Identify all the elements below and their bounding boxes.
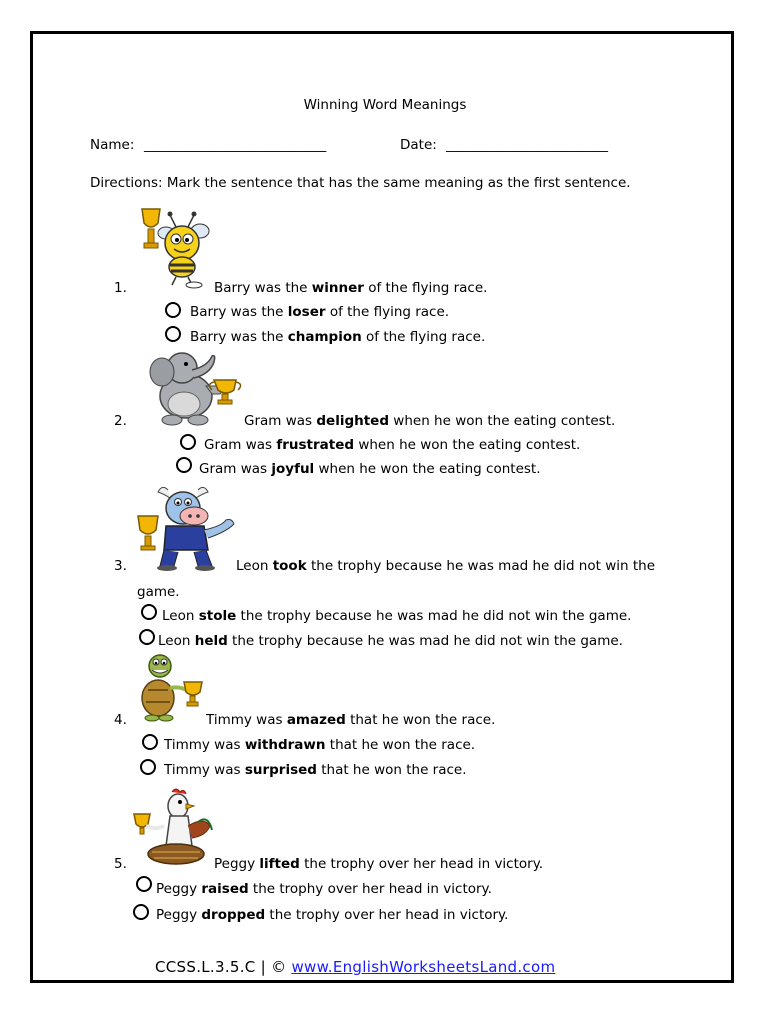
question-1-option-b-text: Barry was the champion of the flying race. — [190, 329, 486, 345]
question-3-number: 3. — [114, 558, 127, 574]
website-link[interactable]: www.EnglishWorksheetsLand.com — [291, 958, 556, 976]
bull-trophy-picture — [134, 482, 238, 572]
date-field[interactable]: ________________________ — [446, 137, 608, 153]
bee-trophy-picture — [136, 205, 218, 290]
question-5-option-a-text: Peggy raised the trophy over her head in victory. — [156, 881, 492, 897]
question-2-stem: Gram was delighted when he won the eating contest. — [244, 413, 616, 429]
question-5-option-b-radio[interactable] — [133, 904, 149, 920]
footer — [155, 958, 555, 976]
question-2-option-a-radio[interactable] — [180, 434, 196, 450]
question-4-option-b-radio[interactable] — [140, 759, 156, 775]
question-2-option-b-text: Gram was joyful when he won the eating contest. — [199, 461, 541, 477]
hen-trophy-picture — [132, 786, 216, 868]
standard-code: CCSS.L.3.5.C | © — [155, 958, 292, 976]
question-1-option-b-radio[interactable] — [165, 326, 181, 342]
question-1-number: 1. — [114, 280, 127, 296]
question-5-stem: Peggy lifted the trophy over her head in victory. — [214, 856, 544, 872]
question-4-option-a-text: Timmy was withdrawn that he won the race. — [164, 737, 476, 753]
question-3-stem-continued: game. — [137, 584, 180, 600]
question-1-option-a-text: Barry was the loser of the flying race. — [190, 304, 450, 320]
question-3-option-b-text: Leon held the trophy because he was mad he did not win the game. — [158, 633, 623, 649]
question-2-option-a-text: Gram was frustrated when he won the eating contest. — [204, 437, 581, 453]
question-5-number: 5. — [114, 856, 127, 872]
question-3-option-b-radio[interactable] — [139, 629, 155, 645]
question-1-option-a-radio[interactable] — [165, 302, 181, 318]
question-4-option-a-radio[interactable] — [142, 734, 158, 750]
directions-text: Directions: Mark the sentence that has the same meaning as the first sentence. — [90, 175, 631, 191]
name-label: Name: — [90, 137, 135, 153]
question-2-option-b-radio[interactable] — [176, 457, 192, 473]
question-4-option-b-text: Timmy was surprised that he won the race. — [164, 762, 467, 778]
worksheet-title: Winning Word Meanings — [303, 97, 467, 113]
question-2-number: 2. — [114, 413, 127, 429]
turtle-trophy-picture — [134, 652, 210, 722]
name-field[interactable]: ___________________________ — [144, 137, 327, 153]
date-label: Date: — [400, 137, 437, 153]
question-5-option-a-radio[interactable] — [136, 876, 152, 892]
elephant-trophy-picture — [136, 350, 246, 428]
question-4-stem: Timmy was amazed that he won the race. — [206, 712, 496, 728]
question-1-stem: Barry was the winner of the flying race. — [214, 280, 488, 296]
question-4-number: 4. — [114, 712, 127, 728]
question-3-stem: Leon took the trophy because he was mad he did not win the — [236, 558, 655, 574]
question-5-option-b-text: Peggy dropped the trophy over her head in victory. — [156, 907, 509, 923]
question-3-option-a-text: Leon stole the trophy because he was mad he did not win the game. — [162, 608, 632, 624]
question-3-option-a-radio[interactable] — [141, 604, 157, 620]
